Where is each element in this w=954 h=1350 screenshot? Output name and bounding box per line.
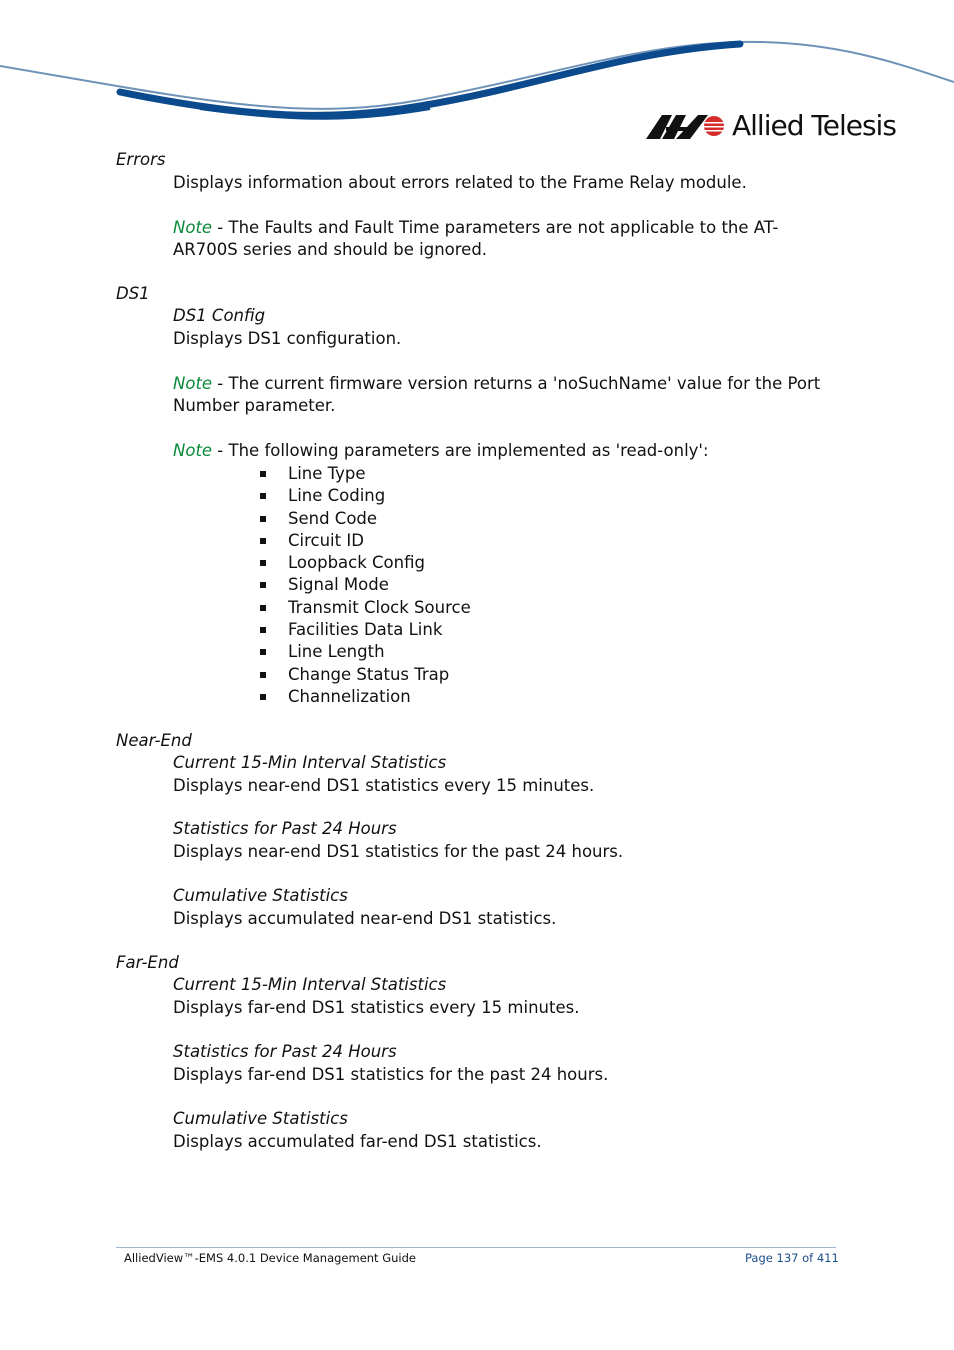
note-label: Note (173, 374, 213, 393)
errors-note (173, 217, 823, 261)
bullet-icon (260, 672, 266, 678)
list-item: Line Coding (260, 485, 471, 507)
bullet-icon (260, 605, 266, 611)
near-end-15min-description: Displays near-end DS1 statistics every 15 minutes. (173, 776, 595, 795)
ds1-config-title: DS1 Config (173, 306, 266, 325)
list-item: Loopback Config (260, 552, 471, 574)
far-end-heading: Far-End (116, 953, 179, 972)
far-end-cumulative-title: Cumulative Statistics (173, 1109, 348, 1128)
bullet-icon (260, 538, 266, 544)
list-item: Line Type (260, 463, 471, 485)
bullet-icon (260, 694, 266, 700)
far-end-24h-description: Displays far-end DS1 statistics for the past 24 hours. (173, 1065, 609, 1084)
list-item: Line Length (260, 641, 471, 663)
near-end-heading: Near-End (116, 731, 192, 750)
ds1-note-read-only (173, 440, 823, 462)
footer-divider (116, 1247, 836, 1248)
list-item: Signal Mode (260, 574, 471, 596)
logo-text: Allied Telesis (732, 109, 896, 142)
ds1-heading: DS1 (116, 284, 150, 303)
bullet-icon (260, 471, 266, 477)
bullet-icon (260, 493, 266, 499)
list-item: Transmit Clock Source (260, 597, 471, 619)
bullet-icon (260, 516, 266, 522)
near-end-cumulative-description: Displays accumulated near-end DS1 statistics. (173, 909, 557, 928)
note-text: - The current firmware version returns a 'noSuchName' value for the Port Number parameter. (173, 374, 821, 415)
near-end-cumulative-title: Cumulative Statistics (173, 886, 348, 905)
list-item: Channelization (260, 686, 471, 708)
note-label: Note (173, 218, 213, 237)
far-end-cumulative-description: Displays accumulated far-end DS1 statistics. (173, 1132, 542, 1151)
bullet-icon (260, 627, 266, 633)
footer-document-title: AlliedView™-EMS 4.0.1 Device Management Guide (124, 1251, 416, 1265)
bullet-icon (260, 560, 266, 566)
errors-heading: Errors (116, 150, 166, 169)
far-end-24h-title: Statistics for Past 24 Hours (173, 1042, 397, 1061)
note-text: - The Faults and Fault Time parameters are not applicable to the AT-AR700S series and should be ignored. (173, 218, 779, 259)
bullet-icon (260, 582, 266, 588)
near-end-24h-description: Displays near-end DS1 statistics for the past 24 hours. (173, 842, 624, 861)
ds1-note-port-number (173, 373, 823, 417)
far-end-15min-description: Displays far-end DS1 statistics every 15 minutes. (173, 998, 580, 1017)
far-end-15min-title: Current 15-Min Interval Statistics (173, 975, 447, 994)
list-item: Change Status Trap (260, 664, 471, 686)
logo-mark-icon (646, 111, 726, 141)
bullet-icon (260, 649, 266, 655)
read-only-parameter-list (260, 463, 471, 708)
note-text: - The following parameters are implemented as 'read-only': (212, 441, 709, 460)
list-item: Circuit ID (260, 530, 471, 552)
allied-telesis-logo (646, 108, 896, 144)
list-item: Send Code (260, 508, 471, 530)
near-end-15min-title: Current 15-Min Interval Statistics (173, 753, 447, 772)
footer-page-number: Page 137 of 411 (745, 1251, 839, 1265)
ds1-config-description: Displays DS1 configuration. (173, 329, 402, 348)
list-item: Facilities Data Link (260, 619, 471, 641)
near-end-24h-title: Statistics for Past 24 Hours (173, 819, 397, 838)
errors-description: Displays information about errors related to the Frame Relay module. (173, 173, 747, 192)
note-label: Note (173, 441, 213, 460)
